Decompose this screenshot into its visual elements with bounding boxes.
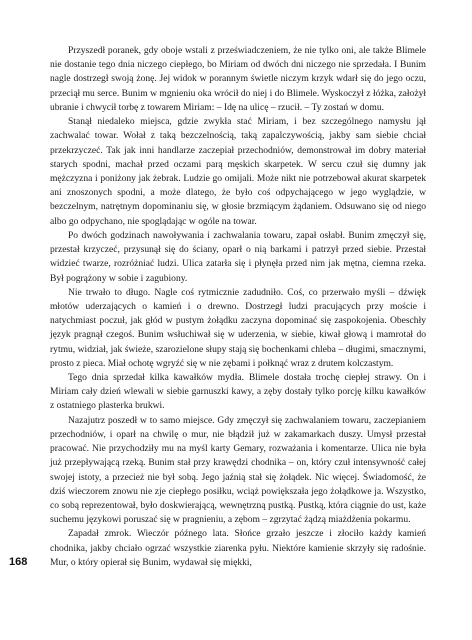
paragraph: Tego dnia sprzedał kilka kawałków mydła. Blimele dostała trochę ciepłej strawy. On i Miriam cały dzień wlewali w siebie garnuszki kawy, a zęby dostały tylko porcję kilku kawałków z ostatniego plasterka brukwi. <box>50 372 426 412</box>
paragraph: Zapadał zmrok. Wieczór późnego lata. Słońce grzało jeszcze i złociło każdy kamień chodnika, jakby chciało ogrzać wszystkie ziarenka pyłu. Niektóre kamienie skrzyły się radośnie. Mur, o który opierał się Bunim, wydawał się miękki, <box>50 528 426 568</box>
paragraph: Po dwóch godzinach nawoływania i zachwalania towaru, zapał osłabł. Bunim zmęczył się, przestał krzyczeć, przysunął się do ściany, oparł o nią barkami i patrzył przed siebie. Przestał widzieć twarze, rozróżniać ludzi. Ulica zatarła się i płynęła przed nim jak mętna, ciemna rzeka. Był pogrążony w sobie i zagubiony. <box>50 229 426 284</box>
paragraph: Nie trwało to długo. Nagle coś rytmicznie zadudniło. Coś, co przerwało myśli – dźwięk młotów uderzających o kamień i o drewno. Dostrzegł ludzi pracujących przy moście i natychmiast poczuł, jak głód w pustym żołądku zaczyna dopominać się zaspokojenia. Obeschły język pragnął czegoś. Bunim wsłuchiwał się w uderzenia, w siebie, kiwał głową i mamrotał do rytmu, widział, jak świeże, szarozielone słupy stają się bochenkami chleba – długimi, smacznymi, prosto z pieca. Miał ochotę wgryźć się w nie zębami i połknąć wraz z drutem kolczastym. <box>50 286 426 369</box>
page-number: 168 <box>9 556 28 568</box>
paragraph: Przyszedł poranek, gdy oboje wstali z przeświadczeniem, że nie tylko oni, ale także Blimele nie dostanie tego dnia niczego ciepłego, bo Miriam od dwóch dni niczego nie sprzedała. I Bunim nagle dostrzegł swoją żonę. Jej widok w porannym świetle niczym krzyk wdarł się do jego oczu, przeciął mu serce. Bunim w mgnieniu oka wrócił do niej i do Blimele. Wyskoczył z łóżka, założył ubranie i chwycił torbę z towarem Miriam: – Idę na ulicę – rzucił. – Ty zostań w domu. <box>50 45 426 113</box>
page-body <box>50 44 426 570</box>
paragraph: Nazajutrz poszedł w to samo miejsce. Gdy zmęczył się zachwalaniem towaru, zaczepianiem przechodniów, i oparł na chwilę o mur, nie błądził już w zakamarkach duszy. Umysł przestał pracować. Nie przychodziły mu na myśl karty Gemary, rozważania i komentarze. Ulica nie była już przepływającą rzeką. Bunim stał przy krawędzi chodnika – on, który czuł intensywność całej swojej istoty, a przecież nie był sobą. Jego jaźnią stał się żołądek. Nic więcej. Świadomość, że dziś wieczorem znowu nie zje ciepłego posiłku, wciąż powiększała jego żołądkowe ja. Wszystko, co sobą reprezentował, było doskwierającą, wewnętrzną pustką. Pustką, która ciągnie do ust, każe suchemu językowi poruszać się w pragnieniu, a zębom – zgrzytać żądzą miażdżenia pokarmu. <box>50 414 426 526</box>
paragraph: Stanął niedaleko miejsca, gdzie zwykła stać Miriam, i bez szczególnego namysłu jął zachwalać towar. Wołał z taką bezczelnością, taką zapalczywością, jakby sam siebie chciał przekrzyczeć. Tak jak inni handlarze zaczepiał przechodniów, demonstrował im dobry materiał starych spodni, machał przed oczami parą męskich skarpetek. W sercu czuł się dumny jak mężczyzna i poniżony jak żebrak. Ludzie go omijali. Może nikt nie potrzebował akurat skarpetek ani znoszonych spodni, a może dlatego, że było coś odpychającego w jego wyglądzie, w bezczelnym, natrętnym dopominaniu się, w głosie brzmiącym żądaniem. Odsuwano się od niego albo go odpychano, nie spoglądając w ogóle na towar. <box>50 116 426 227</box>
